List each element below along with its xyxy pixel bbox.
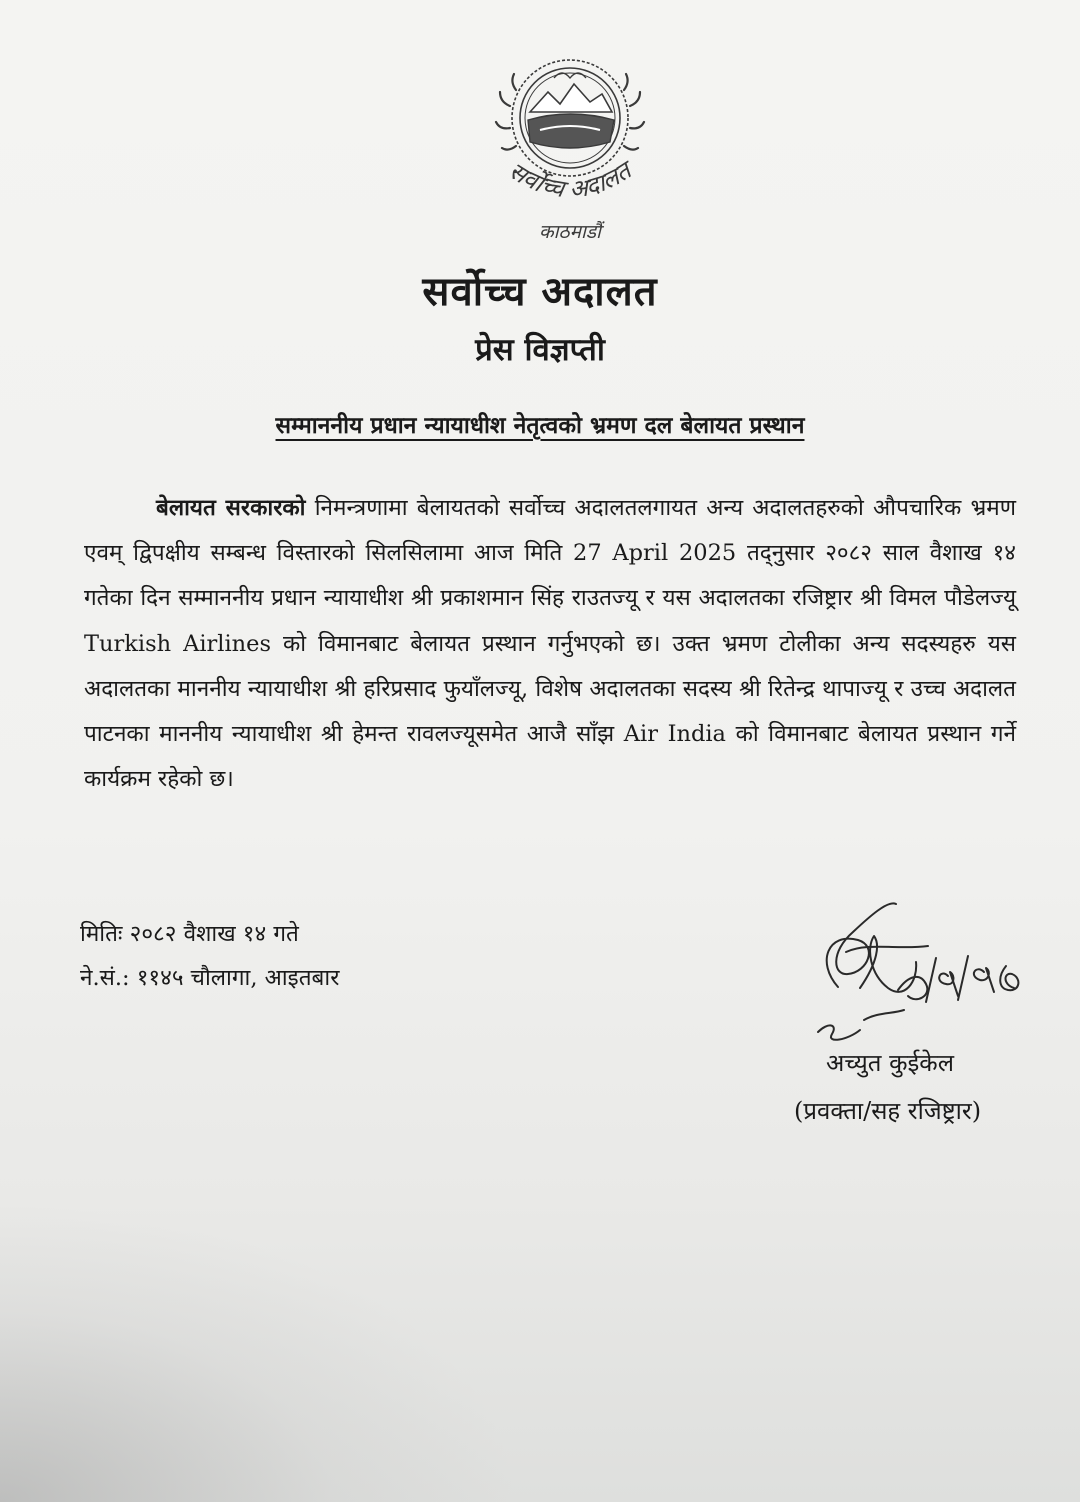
body-text: निमन्त्रणामा बेलायतको सर्वोच्च अदालतलगायत अन्य अदालतहरुको औपचारिक भ्रमण एवम् द्विपक्षीय सम्बन्ध विस्तारको सिलसिलामा आज मिति 27 April 2025 तद्नुसार २०८२ साल वैशाख १४ गतेका दिन सम्माननीय प्रधान न्यायाधीश श्री प्रकाशमान सिंह राउतज्यू र यस अदालतका रजिष्ट्रार श्री विमल पौडेलज्यू Turkish Airlines को विमानबाट बेलायत प्रस्थान गर्नुभएको छ। उक्त भ्रमण टोलीका अन्य सदस्यहरु यस अदालतका माननीय न्यायाधीश श्री हरिप्रसाद फुयाँलज्यू, विशेष अदालतका सदस्य श्री रितेन्द्र थापाज्यू र उच्च अदालत पाटनका माननीय न्यायाधीश श्री हेमन्त रावलज्यूसमेत आजै साँझ Air India को विमानबाट बेलायत प्रस्थान गर्ने कार्यक्रम रहेको छ। (84, 495, 1017, 793)
page-title: सर्वोच्च अदालत (422, 268, 658, 315)
signer-title: (प्रवक्ता/सह रजिष्ट्रार) (794, 1097, 982, 1125)
date-line-bs: मितिः २०८२ वैशाख १४ गते (80, 921, 299, 947)
page-subtitle: प्रेस विज्ञप्ती (475, 332, 605, 368)
press-release-subject (0, 408, 1080, 440)
date-block (80, 912, 339, 1000)
subject-text: सम्माननीय प्रधान न्यायाधीश नेतृत्वको भ्रमण दल बेलायत प्रस्थान (275, 412, 805, 439)
body-lead-bold: बेलायत सरकारको (156, 495, 306, 521)
handwritten-signature-icon (808, 892, 1030, 1052)
emblem-city-text: काठमाडौं (539, 221, 601, 243)
paper-shadow (0, 1202, 520, 1502)
date-line-ns: ने.सं.: ११४५ चौलागा, आइतबार (80, 965, 340, 991)
supreme-court-emblem-icon (470, 50, 670, 250)
press-release-body (84, 486, 1016, 802)
emblem-arc-text: सर्वोच्च अदालत (504, 156, 636, 204)
signer-name: अच्युत कुईकेल (826, 1049, 954, 1077)
